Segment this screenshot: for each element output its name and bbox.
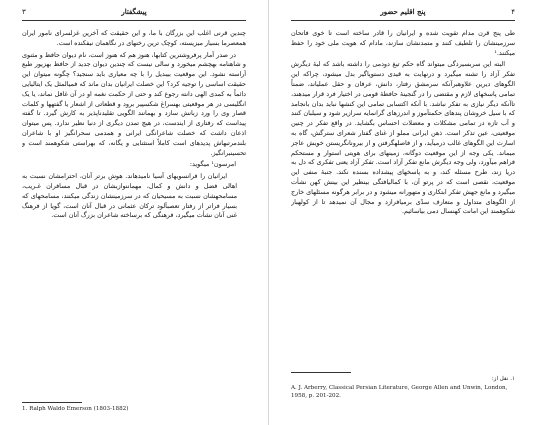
footnote-rule <box>291 372 351 373</box>
header-rule <box>22 20 246 21</box>
footnote: 1. Ralph Waldo Emerson (1803-1882) <box>22 406 129 412</box>
block-quote: ایرانیان را فرانسویهای آسیا نامیدهاند. هوش برتر آنان، احترامشان نسبت به اهالی فضل و دانش و کمال، مهماننوازیشان در قبال مسافران غـریب، مسامحهشان نسبت به مسیحیان که در سرزمینشان زندگی میکنند، مسامحهای که بسیار فراتر از رفتار تعصبآلود ترکان عثمانی در قبال آنان است، گویا از فرهنگ غنی آنان نشأت میگیرد، فرهنگی که برساخته شاعران بزرگ آنان است. <box>22 172 237 220</box>
page-body <box>291 29 515 217</box>
header-rule <box>291 20 515 21</box>
page-header <box>291 6 515 18</box>
page-number: ۳ <box>22 8 26 16</box>
right-page <box>269 0 537 425</box>
page-header <box>22 6 246 18</box>
left-page <box>0 0 268 425</box>
footnote-label: ۱. نقل از: <box>491 376 515 382</box>
footnote-rule <box>22 402 82 403</box>
running-title: پیشگفتار <box>121 7 147 16</box>
paragraph: طی پنج قرن مدام تقویت شده و ایرانیان را قادر ساخته است تا خوی فاتحان سرزمینشان را تلطیف کنند و متمدنشان سازند، مادام که هویت ملی خود را حفظ میکنند.¹ <box>291 29 515 57</box>
paragraph: چندین قرنی اغلب این بزرگان با ما، و این حقیقت که آخرین غزلسرای نامور ایران همعصرما بسیار میزیسته، کوچک ترین رخنهای در نگاهمان نیفکنده است. <box>22 29 246 47</box>
page-body <box>22 29 246 221</box>
running-title: پنج اقلیم حضور <box>380 7 426 16</box>
quote-lead: امرسون¹ میگوید: <box>189 160 236 169</box>
paragraph: البته این سربسیردگی میتواند گاه حکم تیغ دودمی را داشته باشد که لبهٔ دیگرش تفکر آزاد را تشنه میگیرد و درنهایت به قیدی دستوپاگیر بدل میشود، چراکه این الگوهای دیرین علاوهبرآنکه سرمشق رفتار، دانش، عرفان و حقل عملیاند، ضمناً تمامی پاسخهای لازم و مقتضی را در گنجینهٔ حافظهٔ قومی در اختیار فرد قرار میدهند، تاآنکه دیگر نیازی به تفکر نباشد. با آنکه اکتسابی تمامی این کنشها نباید بدان بانجامد که با سیل خروشان پندهای حکمتآموز و اندرزهای گرانمایه سرازیر شود و سیلبان کنند و آب تازه در تمامی مشکلات و معضلات احساس بگشاید. در واقع تفکر در چنین موقعیتی، عین تذکر است. ذهن ایرانی مملو از غنای گفتار شعرای سترگش، گاه به اسارت این الگوهای غالب درمیآید، و از فاصلهگرفتن و از بیرونانگریستن خویش عاجز میماند. یکی وجه از این موقعیت دوگانه، زمینهای برای هویتی استوار و مستحکم فراهم میآورد، ولی وجه دیگرش مانع تفکر آزاد است. تفکر آزاد یعنی تفکری که دل به دریا زند، طرح مسئله کند، و به پاسخهای پیشداده بسنده نکند. جنبهٔ منفی این موقعیت، نقصی است که در پرتو آن، با کمالیافتگی بینظیر این بینش کهن نشأت میگیرد و مانع جهش تفکر ابتکاری و متهورانه میشود و در برابر هرگونه مسئلهای خارج از الگوهای متداول و متعارف سدّی برمیافرازد و مجال آن نمیدهد تا از کولهبار شکوهمند این امانت کهنسال دمی بیاسائیم. <box>291 60 515 216</box>
paragraph: در صدر آمار پرفروشترین کتابها، هنوز هم که هنوز است، نام دیوان حافظ و مثنوی و شاهنامه بهچشم میخورد و سالی نیست که چندین دیوان جدید از حافظ بهزیور طبع آراسته نشود. این موقعیت بیبدیل را با چه معیاری باید سنجید؟ چگونه میتوان این حقیقت اساسی را توجیه کرد؟ این خصلت ایرانیان بدان ماند که فمیالمثل یک ایتالیایی دائماً به کمدی الهی دانته رجوع کند و حتی از حکمت نغمه او در آن غافل نماند، یا یک انگلیسی در هر موقعیتی بهسراغ شکسپیر برود و قطعاتی از اشعار یا گفتهها و کلمات قصار وی را ورد زبانش سازد و بهمانند الگویی تقلیدناپذیر به کارش گیرد. تا گفته پیداست که رفتاری از ایندست، در هیچ تمدن دیگری از دنیا نظیر ندارد. پس میتوان اذعان داشت که خصلت شاعرانگی ایرانی و همدمی سحرانگیز او با شاعران بلندمرتبهاش پدیدهای است کاملاً استثنایی و یگانه، که بهراستی شکوهمند است و تحسینبرانگیز. <box>22 50 246 157</box>
page-number: ۴ <box>511 8 515 16</box>
footnote: A. J. Arberry, Classical Persian Literature, George Allen and Unwin, London, 1958, p. 201-202. <box>291 385 508 399</box>
